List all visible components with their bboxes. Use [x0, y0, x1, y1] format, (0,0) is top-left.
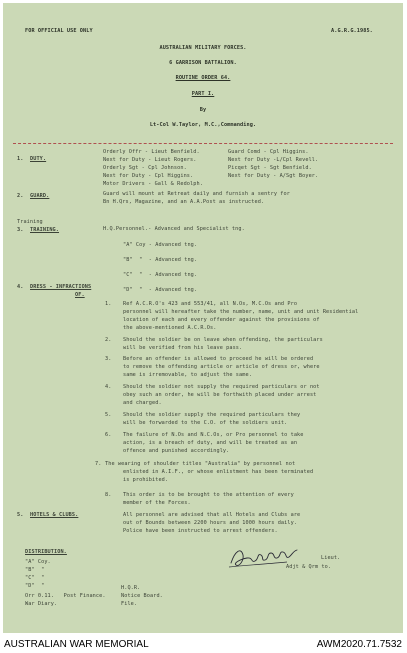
duty-line: Motor Drivers - Gall & Redolph. — [103, 181, 203, 187]
dress-item-number: 2. — [105, 337, 112, 343]
hotels-heading: HOTELS & CLUBS. — [30, 512, 79, 518]
dress-item-line: same is irremovable, to adjust the same. — [123, 372, 252, 378]
distribution-line: "C" " — [25, 575, 45, 581]
dress-item-line: member of the Forces. — [123, 500, 191, 506]
dress-item-line: This order is to be brought to the attention of every — [123, 492, 294, 498]
dress-item-line: personnel will hereafter take the number, name, unit and unit Residential — [123, 309, 359, 315]
dress-item-number: 7. — [95, 461, 102, 467]
order-number: ROUTINE ORDER 64. — [175, 75, 231, 81]
org-title: AUSTRALIAN MILITARY FORCES. — [159, 45, 247, 51]
distribution-heading: DISTRIBUTION. — [25, 549, 67, 555]
by-label: By — [199, 107, 207, 113]
hotels-line: out of Bounds between 2200 hours and 1000 hours daily. — [123, 520, 298, 526]
distribution-line: Orr 0.11. Post Finance. — [25, 593, 106, 599]
dress-item-line: offence and punished accordingly. — [123, 448, 230, 454]
dress-item-line: action, is a breach of duty, and will be treated as an — [123, 440, 298, 446]
dress-item-number: 6. — [105, 432, 112, 438]
dress-item-line: enlisted in A.I.F., or whose enlistment has been terminated — [123, 469, 314, 475]
institution-name: AUSTRALIAN WAR MEMORIAL — [4, 639, 149, 650]
training-line: H.Q.Personnel.- Advanced and Specialist tng. — [103, 226, 245, 232]
classification: FOR OFFICIAL USE ONLY — [25, 28, 93, 34]
archive-footer — [0, 635, 407, 653]
training-line: "B" " - Advanced tng. — [123, 257, 198, 263]
commander-line: Lt-Col W.Taylor, M.C.,Commanding. — [149, 122, 257, 128]
dress-item-line: and charged. — [123, 400, 162, 406]
document-page — [3, 3, 403, 633]
duty-line: Next for Duty -L/Cpl Revell. — [228, 157, 319, 163]
duty-line: Next for Duty - A/Sgt Boyer. — [228, 173, 319, 179]
reference-number: A.G.R.G.1985. — [331, 28, 373, 34]
signatory-title: Adjt & Qrm to. — [286, 564, 332, 570]
dress-item-number: 1. — [105, 301, 112, 307]
guard-line: Guard will mount at Retreat daily and furnish a sentry for — [103, 191, 290, 197]
dress-item-line: Before an offender is allowed to proceed he will be ordered — [123, 356, 314, 362]
guard-number: 2. — [17, 193, 24, 199]
dress-item-line: Ref A.C.R.O's 423 and 553/41, all N.Os, M.C.Os and Pro — [123, 301, 298, 307]
guard-line: Bn H.Qrs, Magazine, and an A.A.Post as instructed. — [103, 199, 265, 205]
dress-number: 4. — [17, 284, 24, 290]
dress-item-line: Should the soldier be on leave when offending, the particulars — [123, 337, 323, 343]
dress-item-number: 4. — [105, 384, 112, 390]
duty-line: Guard Comd - Cpl Higgins. — [228, 149, 309, 155]
distribution-line: "A" Coy. — [25, 559, 51, 565]
dress-item-line: is prohibited. — [123, 477, 169, 483]
distribution-line: War Diary. — [25, 601, 58, 607]
training-heading: TRAINING. — [30, 227, 60, 233]
dress-subheading: OF. — [75, 292, 85, 298]
dress-heading: DRESS - INFRACTIONS — [30, 284, 92, 290]
hotels-line: All personnel are advised that all Hotels and Clubs are — [123, 512, 301, 518]
dress-item-line: The wearing of shoulder titles "Australia" by personnel not — [105, 461, 296, 467]
training-number: 3. — [17, 227, 24, 233]
training-line: "A" Coy - Advanced tng. — [123, 242, 198, 248]
distribution-right-line: File. — [121, 601, 138, 607]
dress-item-line: will be forwarded to the C.O. of the soldiers unit. — [123, 420, 288, 426]
part-label: PART I. — [191, 91, 215, 97]
dress-item-line: location of each and every offender against the provisions of — [123, 317, 320, 323]
hotels-number: 5. — [17, 512, 24, 518]
distribution-line: "D" " — [25, 583, 45, 589]
training-line: "D" " - Advanced tng. — [123, 287, 198, 293]
training-pre-label: Training — [17, 219, 43, 225]
signatory-rank: Lieut. — [321, 555, 341, 561]
dress-item-line: will be verified from his leave pass. — [123, 345, 243, 351]
guard-heading: GUARD. — [30, 193, 50, 199]
distribution-right-line: Notice Board. — [121, 593, 163, 599]
duty-line: Orderly Offr - Lieut Benfield. — [103, 149, 200, 155]
dress-item-line: Should the soldier not supply the required particulars or not — [123, 384, 320, 390]
hotels-line: Police have been instructed to arrest offenders. — [123, 528, 278, 534]
dress-item-number: 8. — [105, 492, 112, 498]
training-line: "C" " - Advanced tng. — [123, 272, 198, 278]
dress-item-line: the above-mentioned A.C.R.Os. — [123, 325, 217, 331]
dress-item-line: Should the soldier supply the required particulars they — [123, 412, 301, 418]
dress-item-line: The failure of N.Os and N.C.Os, or Pro personnel to take — [123, 432, 304, 438]
distribution-line: "B" " — [25, 567, 45, 573]
dress-item-number: 3. — [105, 356, 112, 362]
dress-item-number: 5. — [105, 412, 112, 418]
dress-item-line: obey such an order, he will be forthwith placed under arrest — [123, 392, 317, 398]
duty-line: Picqet Sgt - Sgt Benfield. — [228, 165, 312, 171]
duty-heading: DUTY. — [30, 156, 47, 162]
duty-line: Next for Duty - Lieut Rogers. — [103, 157, 197, 163]
catalogue-id: AWM2020.71.7532 — [316, 639, 402, 650]
separator-line — [13, 143, 393, 144]
duty-line: Next for Duty - Cpl Higgins. — [103, 173, 194, 179]
dress-item-line: to remove the offending article or article of dress or, where — [123, 364, 320, 370]
distribution-right-line: H.Q.R. — [121, 585, 141, 591]
duty-number: 1. — [17, 156, 24, 162]
battalion-title: 6 GARRISON BATTALION. — [169, 60, 237, 66]
duty-line: Orderly Sgt - Cpl Johnson. — [103, 165, 187, 171]
